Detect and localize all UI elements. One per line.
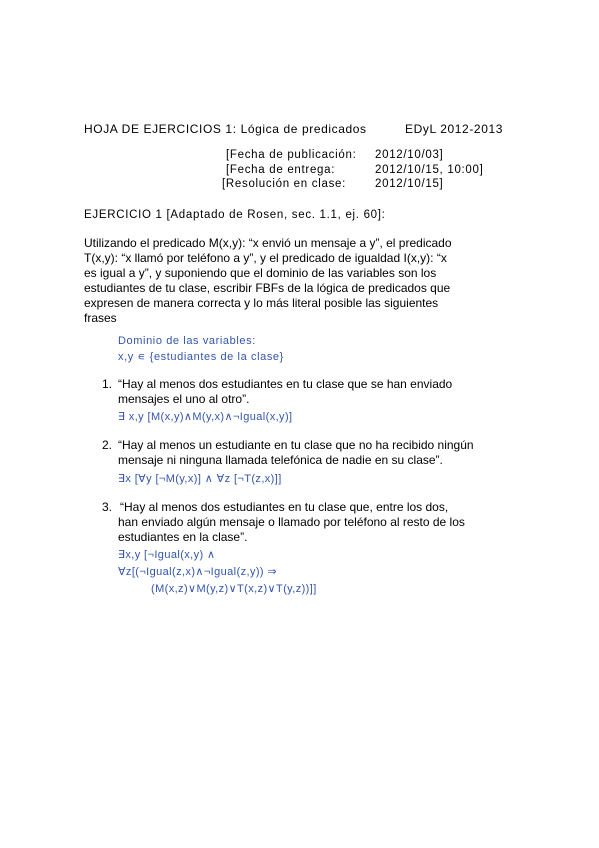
publication-date-value: 2012/10/03] xyxy=(375,149,444,161)
intro-line: frases xyxy=(84,311,117,325)
item-formula: ∃x [∀y [¬M(y,x)] ∧ ∀z [¬T(z,x)]] xyxy=(118,473,282,485)
item-text-line: mensaje ni ninguna llamada telefónica de nadie en su clase”. xyxy=(118,453,443,467)
course-label: EDyL 2012-2013 xyxy=(405,122,504,136)
item-text-line: han enviado algún mensaje o llamado por teléfono al resto de los xyxy=(118,515,465,529)
item-text-line: “Hay al menos dos estudiantes en tu clase que se han enviado xyxy=(118,377,453,391)
item-formula-line: ∃x,y [¬Igual(x,y) ∧ xyxy=(118,549,216,561)
item-formula: ∃ x,y [M(x,y)∧M(y,x)∧¬Igual(x,y)] xyxy=(118,411,293,423)
delivery-date-label: [Fecha de entrega: xyxy=(226,164,336,176)
item-number: 2. xyxy=(102,438,113,452)
intro-line: expresen de manera correcta y lo más literal posible las siguientes xyxy=(84,296,439,310)
domain-value: x,y ∊ {estudiantes de la clase} xyxy=(118,351,284,363)
intro-line: T(x,y): “x llamó por teléfono a y”, y el predicado de igualdad I(x,y): “x xyxy=(84,251,447,265)
item-formula-line: ∀z[(¬Igual(z,x)∧¬Igual(z,y)) ⇒ xyxy=(118,566,278,578)
item-text-line: “Hay al menos dos estudiantes en tu clase que, entre los dos, xyxy=(120,500,449,514)
item-text-line: estudiantes en la clase”. xyxy=(118,530,248,544)
item-formula-line: (M(x,z)∨M(y,z)∨T(x,z)∨T(y,z))]] xyxy=(151,583,317,595)
publication-date-label: [Fecha de publicación: xyxy=(226,149,357,161)
item-text-line: “Hay al menos un estudiante en tu clase que no ha recibido ningún xyxy=(118,438,474,452)
item-text-line: mensajes el uno al otro”. xyxy=(118,392,250,406)
intro-paragraph xyxy=(84,236,516,326)
resolution-date-value: 2012/10/15] xyxy=(375,178,444,190)
item-number: 1. xyxy=(102,377,113,391)
domain-title: Dominio de las variables: xyxy=(118,335,256,347)
exercise-title: EJERCICIO 1 [Adaptado de Rosen, sec. 1.1, ej. 60]: xyxy=(84,209,386,221)
resolution-date-label: [Resolución en clase: xyxy=(222,178,347,190)
document-title: HOJA DE EJERCICIOS 1: Lógica de predicados xyxy=(84,122,367,136)
delivery-date-value: 2012/10/15, 10:00] xyxy=(375,164,484,176)
intro-line: Utilizando el predicado M(x,y): “x envió un mensaje a y”, el predicado xyxy=(84,236,452,250)
intro-line: es igual a y”, y suponiendo que el dominio de las variables son los xyxy=(84,266,437,280)
intro-line: estudiantes de tu clase, escribir FBFs de la lógica de predicados que xyxy=(84,281,451,295)
item-number: 3. xyxy=(102,500,113,514)
